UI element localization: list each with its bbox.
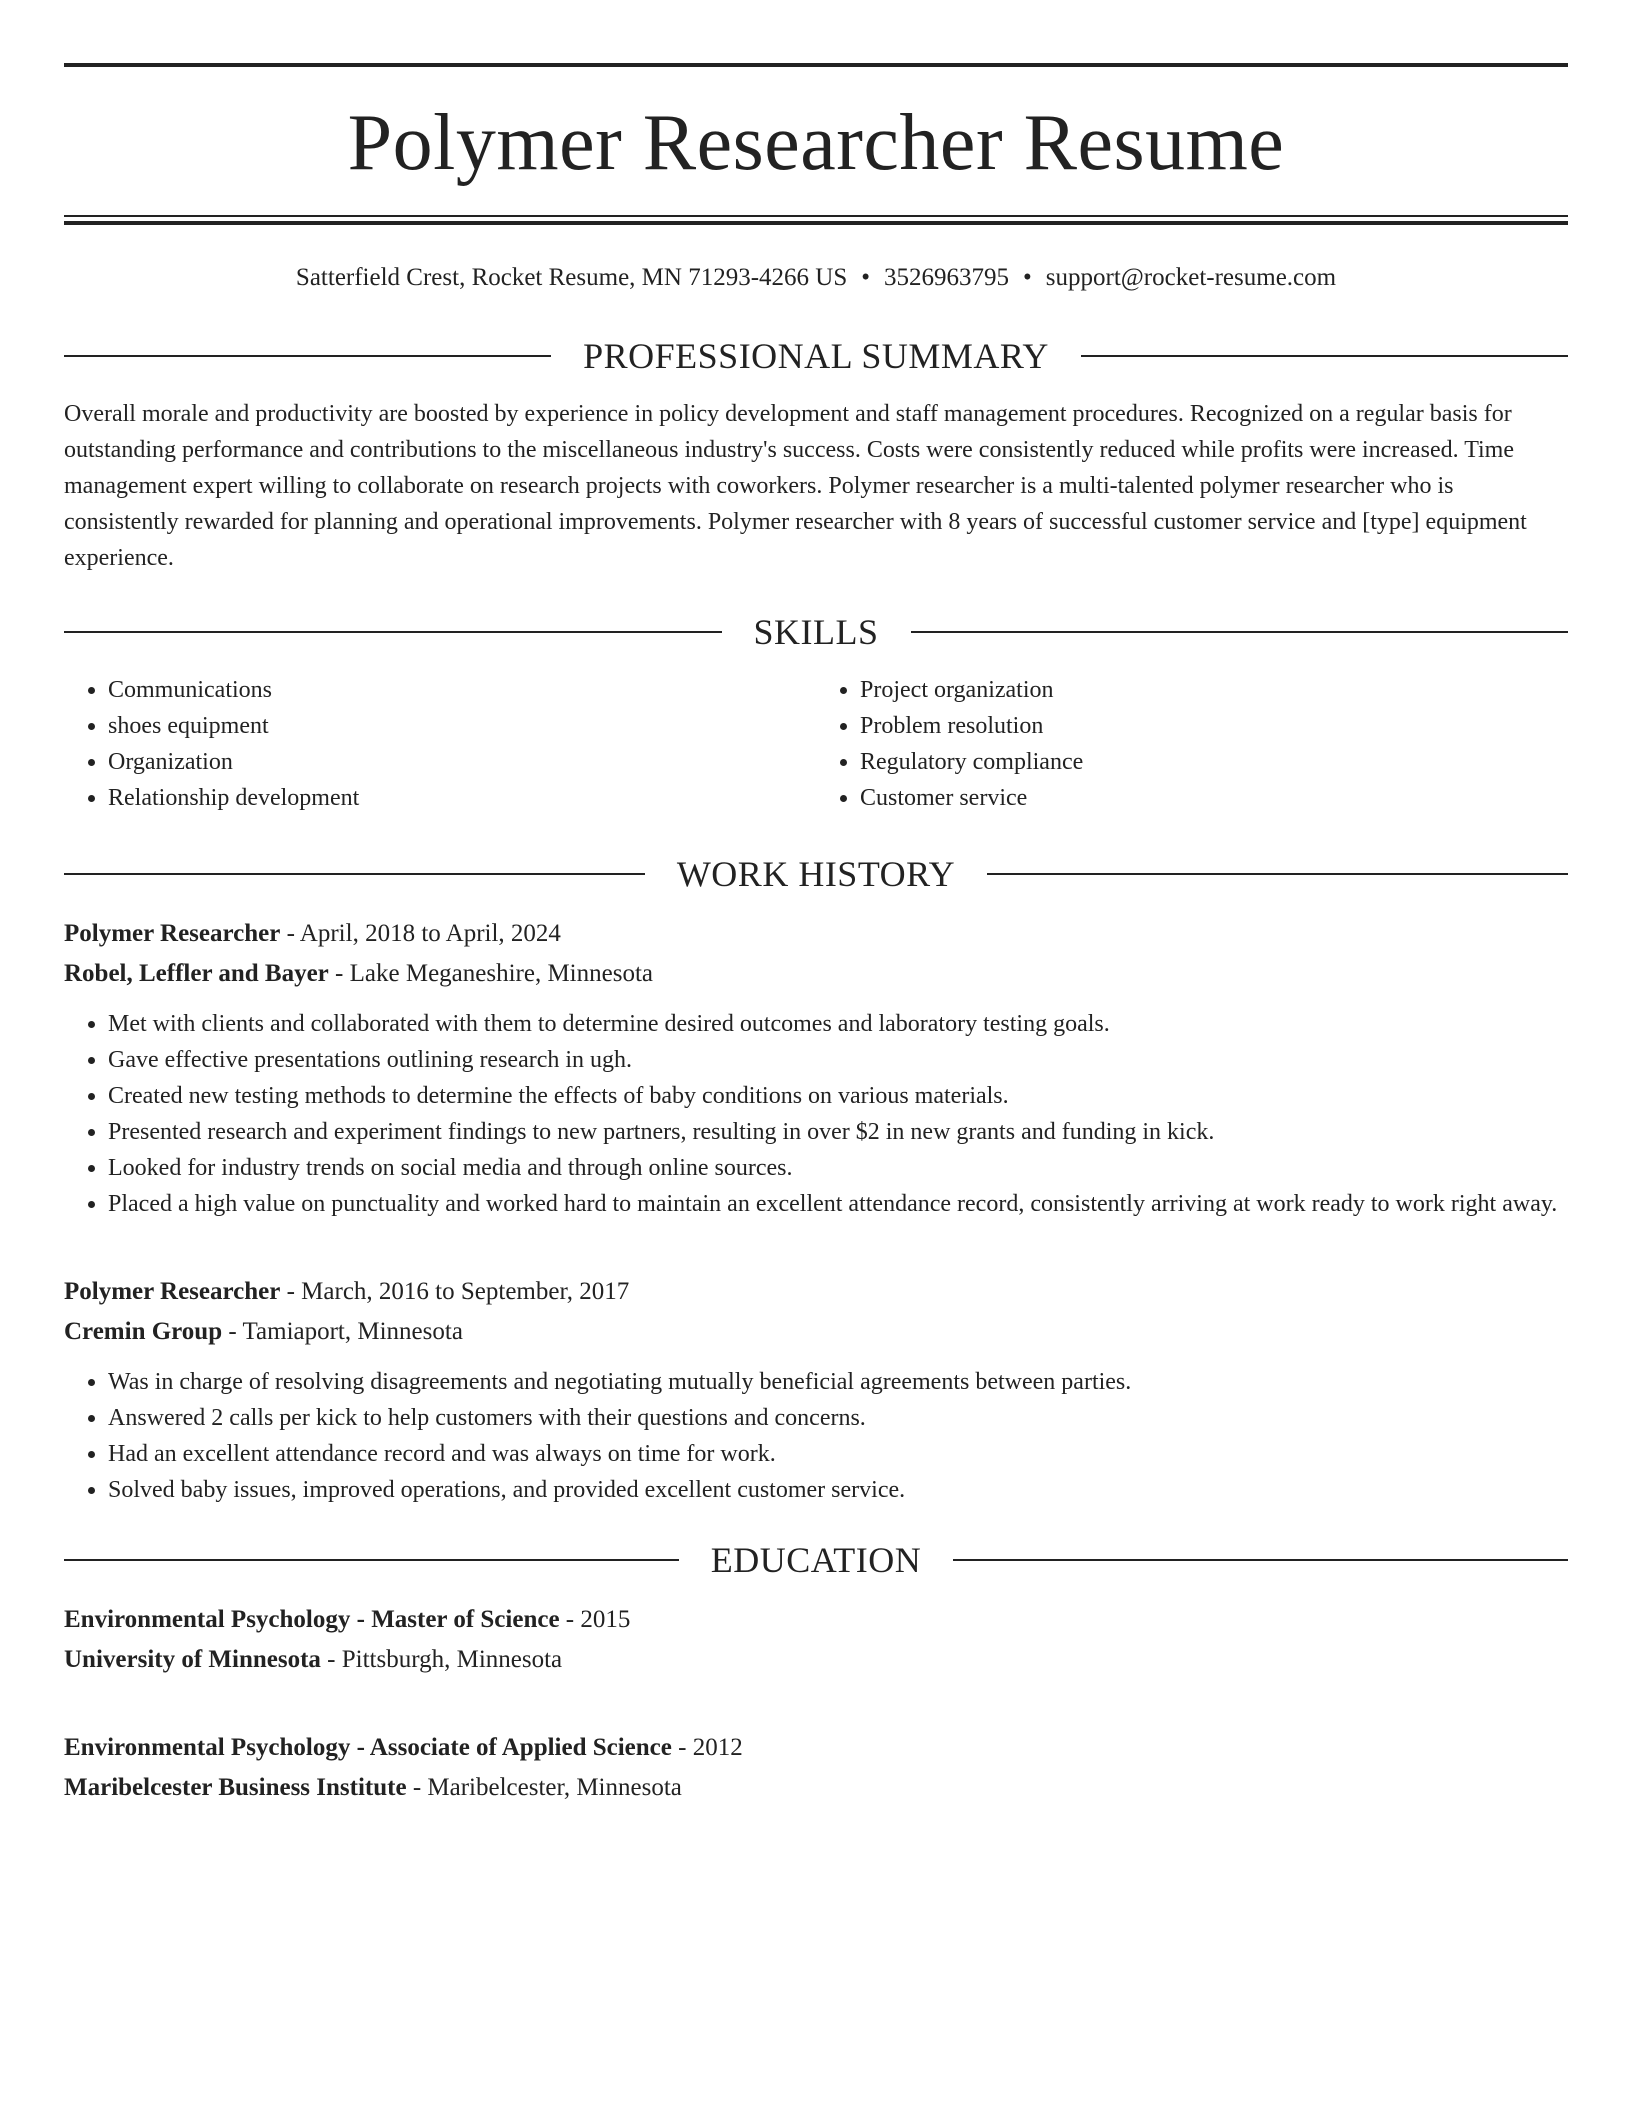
- skill-item: • Problem resolution: [860, 708, 1568, 744]
- job-title: Polymer Researcher: [64, 1278, 281, 1305]
- job-entry: [64, 1272, 1568, 1508]
- job-company-line: [64, 954, 1568, 994]
- job-bullet: • Placed a high value on punctuality and worked hard to maintain an excellent attendance record, consistently arriving at work ready to work right away.: [108, 1186, 1568, 1222]
- contact-separator: •: [1023, 264, 1032, 291]
- contact-separator: •: [861, 264, 871, 291]
- contact-line: [64, 263, 1568, 293]
- job-bullet: • Was in charge of resolving disagreements and negotiating mutually beneficial agreements between parties.: [108, 1364, 1568, 1400]
- page-title: Polymer Researcher Resume: [347, 99, 1285, 187]
- contact-phone: 3526963795: [884, 264, 1010, 291]
- job-company-line: [64, 1312, 1568, 1352]
- job-company: Cremin Group: [64, 1318, 223, 1345]
- job-bullet: • Solved baby issues, improved operations, and provided excellent customer service.: [108, 1472, 1568, 1508]
- education-school-line: [64, 1768, 1568, 1808]
- skill-item: • Communications: [108, 672, 816, 708]
- education-entry: [64, 1600, 1568, 1680]
- heading-rule-right: [1081, 355, 1568, 357]
- education-degree: Environmental Psychology - Master of Science: [64, 1606, 560, 1633]
- education-degree: Environmental Psychology - Associate of Applied Science: [64, 1734, 672, 1761]
- skills-list: [64, 672, 1568, 816]
- title-double-rule: [64, 215, 1568, 225]
- heading-rule-right: [987, 873, 1568, 875]
- work-heading: [64, 856, 1568, 892]
- skill-item: • Regulatory compliance: [860, 744, 1568, 780]
- contact-email: support@rocket-resume.com: [1045, 264, 1337, 291]
- education-heading: [64, 1542, 1568, 1578]
- heading-rule-right: [953, 1559, 1568, 1561]
- skill-item: • Customer service: [860, 780, 1568, 816]
- job-entry: [64, 914, 1568, 1222]
- job-title: Polymer Researcher: [64, 920, 281, 947]
- heading-rule-left: [64, 1559, 679, 1561]
- heading-rule-left: [64, 631, 722, 633]
- job-bullet: • Answered 2 calls per kick to help customers with their questions and concerns.: [108, 1400, 1568, 1436]
- education-year: - 2012: [671, 1734, 743, 1761]
- education-school: University of Minnesota: [64, 1646, 321, 1673]
- education-degree-line: [64, 1600, 1568, 1640]
- job-location: - Tamiaport, Minnesota: [222, 1318, 463, 1345]
- work-heading-label: WORK HISTORY: [676, 854, 956, 894]
- job-location: - Lake Meganeshire, Minnesota: [328, 960, 653, 987]
- education-heading-label: EDUCATION: [710, 1540, 922, 1580]
- skills-heading-label: SKILLS: [753, 612, 879, 652]
- skills-heading: [64, 614, 1568, 650]
- skill-item: • shoes equipment: [108, 708, 816, 744]
- job-bullet: • Had an excellent attendance record and was always on time for work.: [108, 1436, 1568, 1472]
- contact-address: Satterfield Crest, Rocket Resume, MN 71293-4266 US: [295, 264, 848, 291]
- summary-heading: [64, 338, 1568, 374]
- skill-item: • Organization: [108, 744, 816, 780]
- summary-heading-label: PROFESSIONAL SUMMARY: [583, 336, 1049, 376]
- education-entry: [64, 1728, 1568, 1808]
- education-location: - Maribelcester, Minnesota: [406, 1774, 682, 1801]
- heading-rule-right: [911, 631, 1569, 633]
- job-bullet: • Met with clients and collaborated with them to determine desired outcomes and laboratory testing goals.: [108, 1006, 1568, 1042]
- education-degree-line: [64, 1728, 1568, 1768]
- education-year: - 2015: [559, 1606, 631, 1633]
- job-bullets: [64, 1364, 1568, 1508]
- job-company: Robel, Leffler and Bayer: [64, 960, 329, 987]
- job-bullet: • Gave effective presentations outlining research in ugh.: [108, 1042, 1568, 1078]
- heading-rule-left: [64, 873, 645, 875]
- education-school: Maribelcester Business Institute: [64, 1774, 407, 1801]
- job-bullet: • Presented research and experiment findings to new partners, resulting in over $2 in new grants and funding in kick.: [108, 1114, 1568, 1150]
- skill-item: • Project organization: [860, 672, 1568, 708]
- job-dates: - April, 2018 to April, 2024: [280, 920, 561, 947]
- job-title-line: [64, 1272, 1568, 1312]
- heading-rule-left: [64, 355, 551, 357]
- education-school-line: [64, 1640, 1568, 1680]
- job-title-line: [64, 914, 1568, 954]
- skills-column-right: [816, 672, 1568, 816]
- top-rule: [64, 63, 1568, 67]
- job-bullet: • Looked for industry trends on social media and through online sources.: [108, 1150, 1568, 1186]
- job-dates: - March, 2016 to September, 2017: [280, 1278, 630, 1305]
- skills-column-left: [64, 672, 816, 816]
- job-bullets: [64, 1006, 1568, 1222]
- summary-paragraph: Overall morale and productivity are boosted by experience in policy development and staff management procedures. Recognized on a regular basis for outstanding performance and contributions to the miscellaneous industry's success. Costs were consistently reduced while profits were increased. Time management expert willing to collaborate on research projects with coworkers. Polymer researcher is a multi-talented polymer researcher who is consistently rewarded for planning and operational improvements. Polymer researcher with 8 years of successful customer service and [type] equipment experience.: [64, 401, 1527, 571]
- education-location: - Pittsburgh, Minnesota: [320, 1646, 563, 1673]
- skill-item: • Relationship development: [108, 780, 816, 816]
- job-bullet: • Created new testing methods to determine the effects of baby conditions on various materials.: [108, 1078, 1568, 1114]
